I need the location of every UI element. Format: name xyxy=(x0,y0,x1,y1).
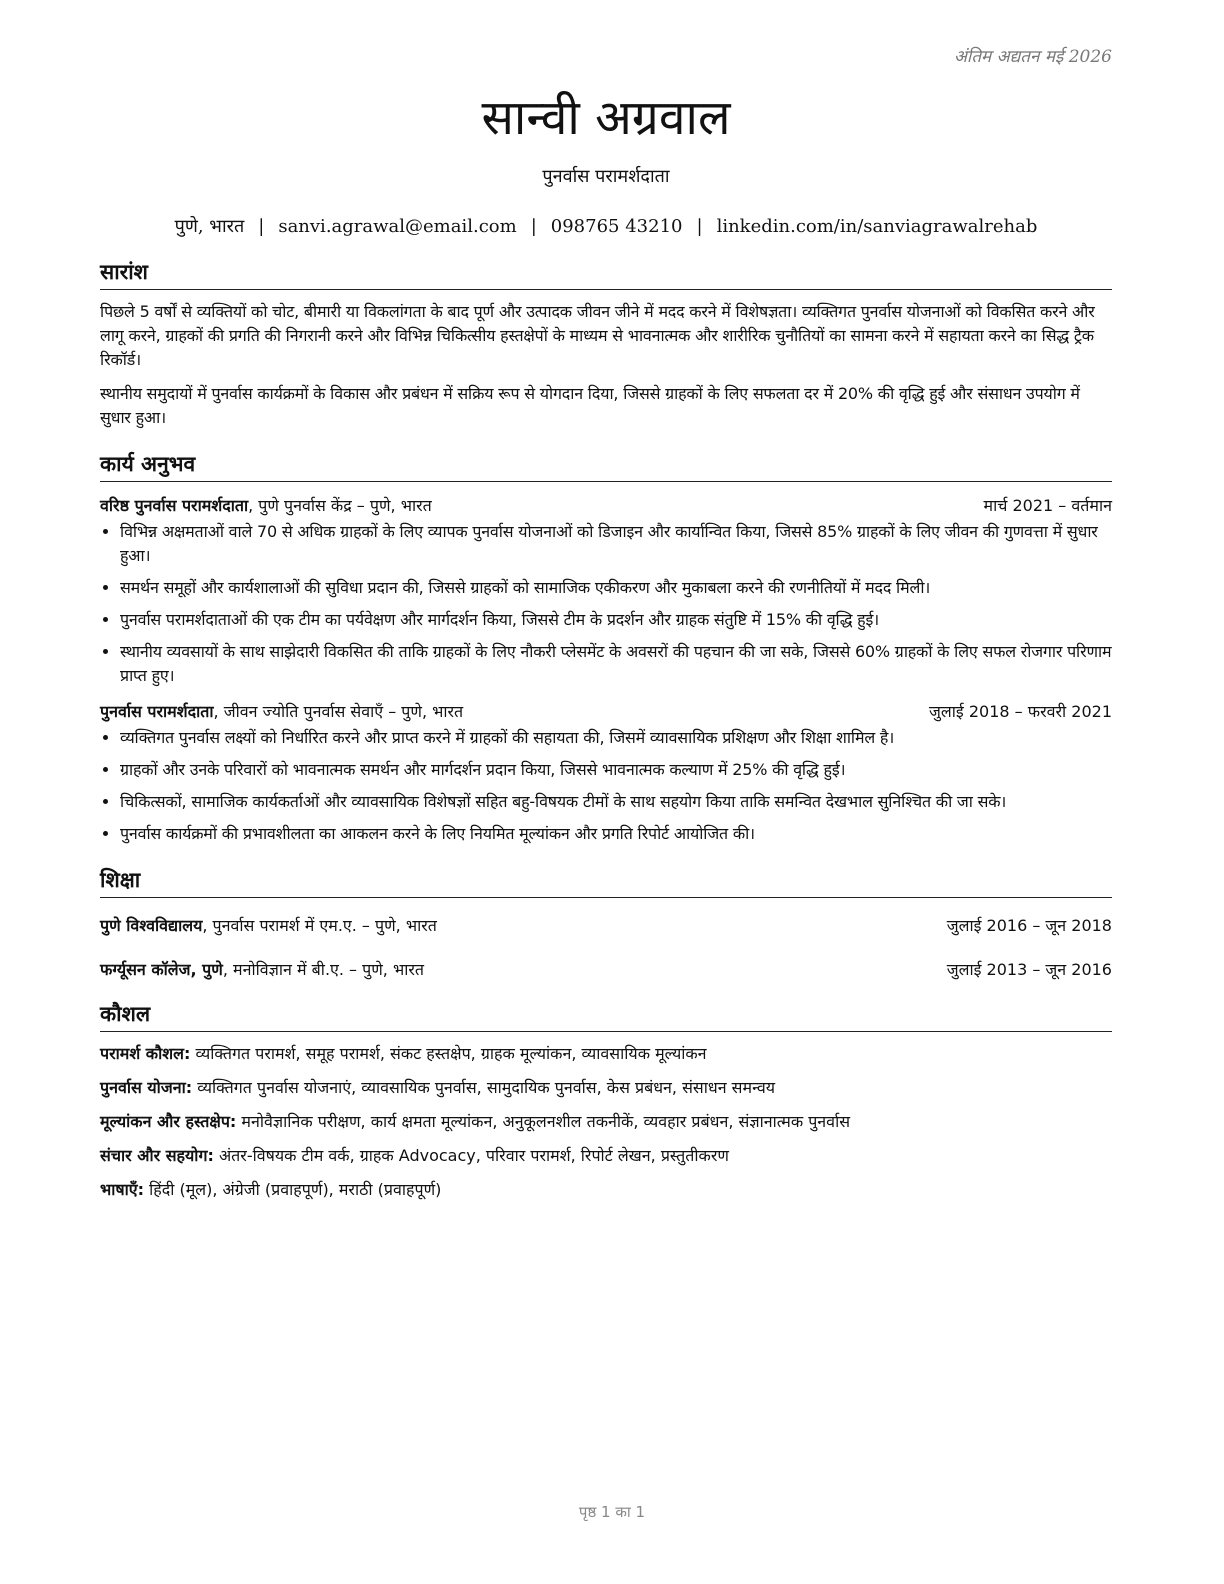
skill-value: अंतर-विषयक टीम वर्क, ग्राहक Advocacy, परिवार परामर्श, रिपोर्ट लेखन, प्रस्तुतीकरण xyxy=(213,1146,729,1165)
list-item: • विभिन्न अक्षमताओं वाले 70 से अधिक ग्राहकों के लिए व्यापक पुनर्वास योजनाओं को डिजाइन और कार्यान्वित किया, जिससे 85% ग्राहकों के लिए जीवन की गुणवत्ता में सुधार हुआ। xyxy=(120,520,1112,568)
summary-paragraph: पिछले 5 वर्षों से व्यक्तियों को चोट, बीमारी या विकलांगता के बाद पूर्ण और उत्पादक जीवन जीने में मदद करने में विशेषज्ञता। व्यक्तिगत पुनर्वास योजनाओं को विकसित करने और लागू करने, ग्राहकों की प्रगति की निगरानी करने और विभिन्न चिकित्सीय हस्तक्षेपों के माध्यम से भावनात्मक और शारीरिक चुनौतियों का सामना करने में सहायता करने का सिद्ध ट्रैक रिकॉर्ड। xyxy=(100,302,1095,369)
summary-heading: सारांश xyxy=(100,258,1112,290)
contact-separator: | xyxy=(696,216,703,237)
education-school: पुणे विश्वविद्यालय xyxy=(100,916,203,935)
list-item: • पुनर्वास कार्यक्रमों की प्रभावशीलता का आकलन करने के लिए नियमित मूल्यांकन और प्रगति रिपोर्ट आयोजित की। xyxy=(120,822,1112,846)
job-org: , जीवन ज्योति पुनर्वास सेवाएँ – पुणे, भारत xyxy=(213,702,464,721)
skill-label: पुनर्वास योजना: xyxy=(100,1078,193,1097)
list-item: • पुनर्वास परामर्शदाताओं की एक टीम का पर्यवेक्षण और मार्गदर्शन किया, जिससे टीम के प्रदर्शन और ग्राहक संतुष्टि में 15% की वृद्धि हुई। xyxy=(120,608,1112,632)
job-role: वरिष्ठ पुनर्वास परामर्शदाता xyxy=(100,496,249,515)
job-org: , पुणे पुनर्वास केंद्र – पुणे, भारत xyxy=(248,496,432,515)
job-header xyxy=(100,700,1112,722)
education-detail: , पुनर्वास परामर्श में एम.ए. – पुणे, भारत xyxy=(202,916,437,935)
list-item: • चिकित्सकों, सामाजिक कार्यकर्ताओं और व्यावसायिक विशेषज्ञों सहित बहु-विषयक टीमों के साथ सहयोग किया ताकि समन्वित देखभाल सुनिश्चित की जा सके। xyxy=(120,790,1112,814)
contact-separator: | xyxy=(530,216,537,237)
job-role: पुनर्वास परामर्शदाता xyxy=(100,702,214,721)
skill-label: संचार और सहयोग: xyxy=(100,1146,214,1165)
list-item: • व्यक्तिगत पुनर्वास लक्ष्यों को निर्धारित करने और प्राप्त करने में ग्राहकों की सहायता की, जिसमें व्यावसायिक प्रशिक्षण और शिक्षा शामिल है। xyxy=(120,726,1112,750)
contact-email[interactable]: sanvi.agrawal@email.com xyxy=(278,216,517,237)
list-item: • स्थानीय व्यवसायों के साथ साझेदारी विकसित की ताकि ग्राहकों के लिए नौकरी प्लेसमेंट के अवसरों की पहचान की जा सके, जिससे 60% ग्राहकों के लिए सफल रोजगार परिणाम प्राप्त हुए। xyxy=(120,640,1112,688)
skills-heading: कौशल xyxy=(100,1000,1112,1032)
job-header xyxy=(100,494,1112,516)
summary-paragraph: स्थानीय समुदायों में पुनर्वास कार्यक्रमों के विकास और प्रबंधन में सक्रिय रूप से योगदान दिया, जिससे ग्राहकों के लिए सफलता दर में 20% की वृद्धि हुई और संसाधन उपयोग में सुधार हुआ। xyxy=(100,384,1080,427)
skill-label: मूल्यांकन और हस्तक्षेप: xyxy=(100,1112,237,1131)
skill-value: व्यक्तिगत पुनर्वास योजनाएं, व्यावसायिक पुनर्वास, सामुदायिक पुनर्वास, केस प्रबंधन, संसाधन समन्वय xyxy=(192,1078,776,1097)
skill-row xyxy=(100,1178,1112,1202)
skill-row xyxy=(100,1144,1112,1168)
education-dates: जुलाई 2013 – जून 2016 xyxy=(946,960,1112,979)
experience-heading: कार्य अनुभव xyxy=(100,450,1112,482)
education-detail: , मनोविज्ञान में बी.ए. – पुणे, भारत xyxy=(222,960,425,979)
skill-row xyxy=(100,1042,1112,1066)
skill-value: मनोवैज्ञानिक परीक्षण, कार्य क्षमता मूल्यांकन, अनुकूलनशील तकनीकें, व्यवहार प्रबंधन, संज्ञानात्मक पुनर्वास xyxy=(236,1112,851,1131)
education-row xyxy=(100,958,1112,980)
page-number: पृष्ठ 1 का 1 xyxy=(578,1503,646,1521)
contact-linkedin[interactable]: linkedin.com/in/sanviagrawalrehab xyxy=(716,216,1038,237)
skill-label: परामर्श कौशल: xyxy=(100,1044,191,1063)
education-heading: शिक्षा xyxy=(100,866,1112,898)
last-updated: अंतिम अद्यतन मई 2026 xyxy=(953,47,1112,67)
skill-row xyxy=(100,1110,1112,1134)
education-dates: जुलाई 2016 – जून 2018 xyxy=(946,916,1112,935)
education-school: फर्ग्यूसन कॉलेज, पुणे xyxy=(100,960,223,979)
contact-location: पुणे, भारत xyxy=(174,216,245,237)
job-dates: मार्च 2021 – वर्तमान xyxy=(983,496,1112,515)
contact-separator: | xyxy=(258,216,265,237)
job-dates: जुलाई 2018 – फरवरी 2021 xyxy=(929,702,1112,721)
resume-page xyxy=(100,40,1112,1202)
skill-label: भाषाएँ: xyxy=(100,1180,145,1199)
contact-phone[interactable]: 098765 43210 xyxy=(550,216,683,237)
list-item: • समर्थन समूहों और कार्यशालाओं की सुविधा प्रदान की, जिससे ग्राहकों को सामाजिक एकीकरण और मुकाबला करने की रणनीतियों में मदद मिली। xyxy=(120,576,1112,600)
skill-value: हिंदी (मूल), अंग्रेजी (प्रवाहपूर्ण), मराठी (प्रवाहपूर्ण) xyxy=(144,1180,442,1199)
skill-row xyxy=(100,1076,1112,1100)
skill-value: व्यक्तिगत परामर्श, समूह परामर्श, संकट हस्तक्षेप, ग्राहक मूल्यांकन, व्यावसायिक मूल्यांकन xyxy=(190,1044,707,1063)
list-item: • ग्राहकों और उनके परिवारों को भावनात्मक समर्थन और मार्गदर्शन प्रदान किया, जिससे भावनात्मक कल्याण में 25% की वृद्धि हुई। xyxy=(120,758,1112,782)
candidate-title: पुनर्वास परामर्शदाता xyxy=(542,166,670,187)
job-bullets xyxy=(100,726,1112,846)
candidate-name: सान्वी अग्रवाल xyxy=(481,90,731,146)
contact-line xyxy=(100,214,1112,238)
education-row xyxy=(100,914,1112,936)
job-bullets xyxy=(100,520,1112,688)
